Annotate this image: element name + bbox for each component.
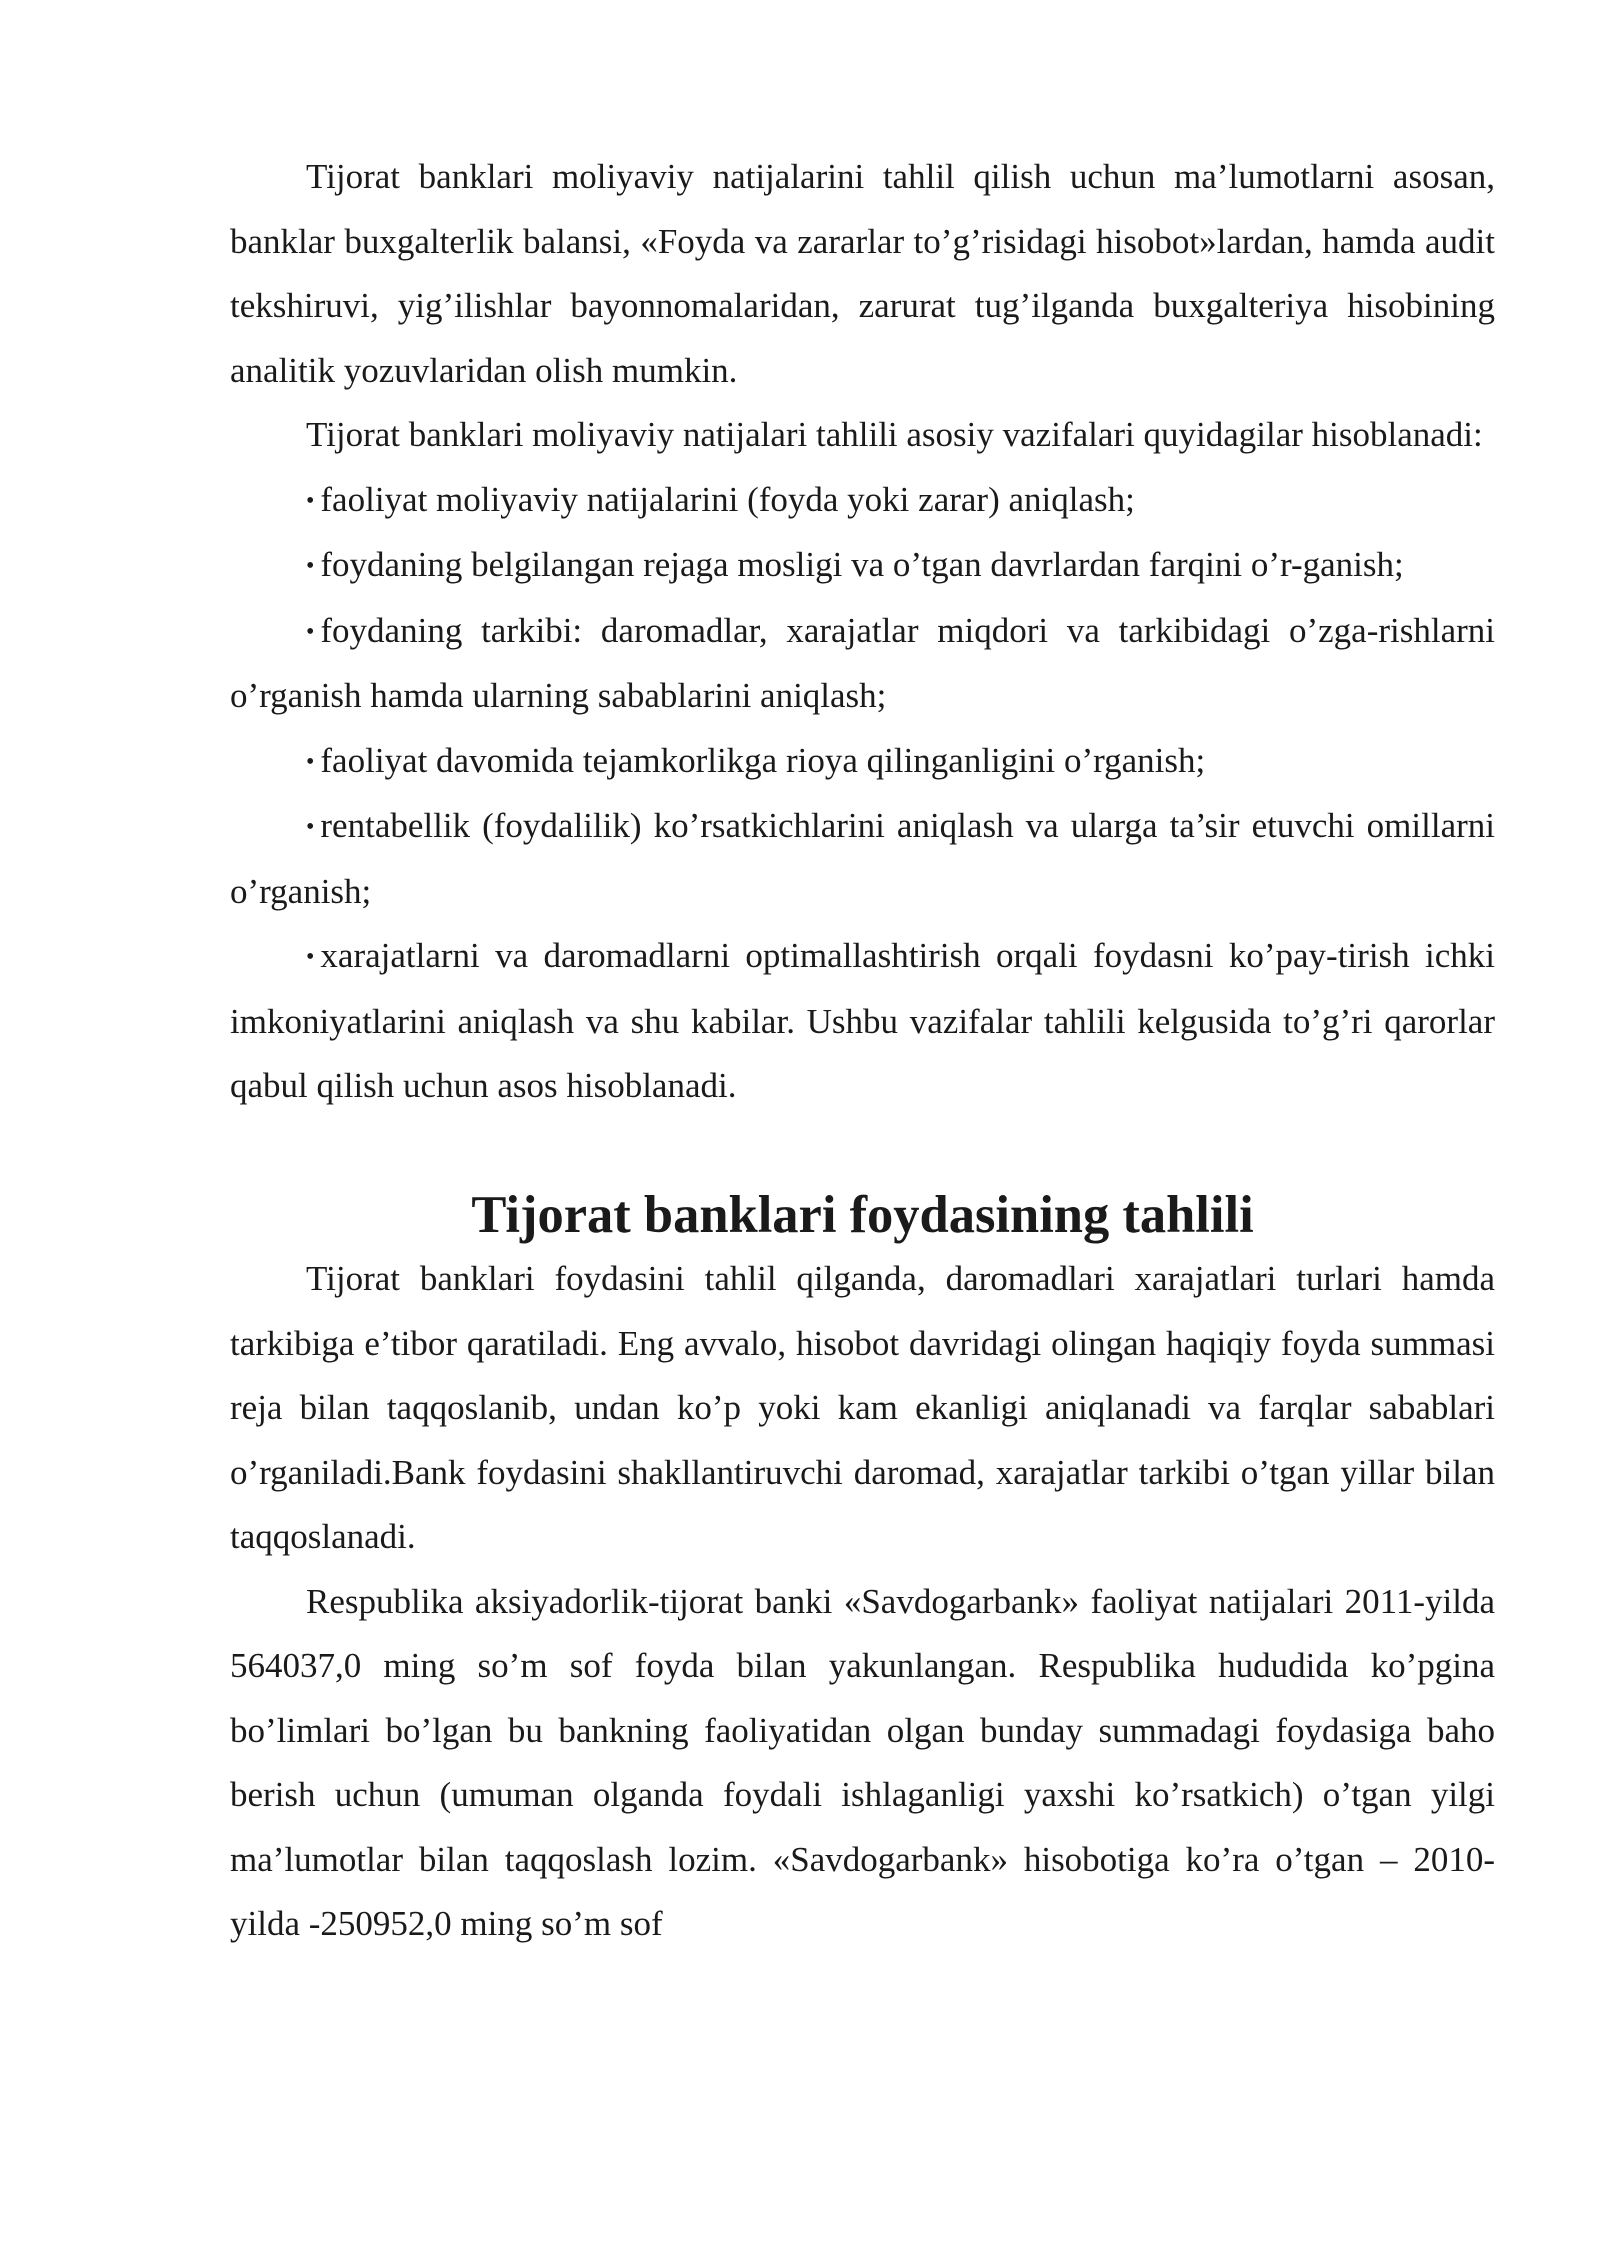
list-item — [230, 924, 1495, 1119]
list-item-text: foydaning belgilangan rejaga mosligi va o’tgan davrlardan farqini o’r-ganish; — [320, 545, 1404, 584]
list-item — [230, 729, 1495, 795]
section-paragraph-2: Respublika aksiyadorlik-tijorat banki «Savdogarbank» faoliyat natijalari 2011-yilda 564037,0 ming so’m sof foyda bilan yakunlangan. Respublika hududida ko’pgina bo’limlari bo’lgan bu bankning faoliyatidan olgan bunday summadagi foydasiga baho berish uchun (umuman olganda foydali ishlaganligi yaxshi ko’rsatkich) o’tgan yilgi ma’lumotlar bilan taqqoslash lozim. «Savdogarbank» hisobotiga ko’ra o’tgan – 2010-yilda -250952,0 ming so’m sof — [230, 1581, 1495, 1943]
bullet-icon: • — [306, 944, 315, 970]
list-item — [230, 533, 1495, 599]
bullet-icon: • — [306, 487, 315, 514]
section-paragraph-1: Tijorat banklari foydasini tahlil qilganda, daromadlari xarajatlari turlari hamda tarkibiga e’tibor qaratiladi. Eng avvalo, hisobot davridagi olingan haqiqiy foyda summasi reja bilan taqqoslanib, undan ko’p yoki kam ekanligi aniqlanadi va farqlar sabablari o’rganiladi.Bank foydasini shakllantiruvchi daromad, xarajatlar tarkibi o’tgan yillar bilan taqqoslanadi. — [230, 1259, 1495, 1556]
list-item-text: faoliyat moliyaviy natijalarini (foyda yoki zarar) aniqlash; — [320, 479, 1135, 519]
list-item-text: faoliyat davomida tejamkorlikga rioya qilinganligini o’rganish; — [320, 740, 1206, 780]
tasks-list — [230, 468, 1495, 1119]
bullet-icon: • — [306, 814, 315, 840]
section-heading: Tijorat banklari foydasining tahlili — [471, 1185, 1254, 1244]
tasks-intro-paragraph: Tijorat banklari moliyaviy natijalari tahlili asosiy vazifalari quyidagilar hisoblanadi: — [306, 415, 1483, 454]
list-item-text: xarajatlarni va daromadlarni optimallashtirish orqali foydasni ko’pay-tirish ichki imkoniyatlarini aniqlash va shu kabilar. Ushbu vazifalar tahlili kelgusida to’g’ri qarorlar qabul qilish uchun asos hisoblanadi. — [230, 936, 1495, 1105]
list-item — [230, 468, 1495, 534]
bullet-icon: • — [306, 553, 315, 579]
list-item — [230, 599, 1495, 729]
bullet-icon: • — [306, 618, 315, 645]
document-page — [230, 145, 1495, 1957]
list-item-text: foydaning tarkibi: daromadlar, xarajatlar miqdori va tarkibidagi o’zga-rishlarni o’rganish hamda ularning sabablarini aniqlash; — [230, 610, 1495, 715]
intro-paragraph: Tijorat banklari moliyaviy natijalarini tahlil qilish uchun ma’lumotlarni asosan, banklar buxgalterlik balansi, «Foyda va zararlar to’g’risidagi hisobot»lardan, hamda audit tekshiruvi, yig’ilishlar bayonnomalaridan, zarurat tug’ilganda buxgalteriya hisobining analitik yozuvlaridan olish mumkin. — [230, 157, 1495, 390]
list-item — [230, 794, 1495, 924]
bullet-icon: • — [306, 748, 315, 775]
list-item-text: rentabellik (foydalilik) ko’rsatkichlarini aniqlash va ularga ta’sir etuvchi omillarni o’rganish; — [230, 806, 1495, 911]
